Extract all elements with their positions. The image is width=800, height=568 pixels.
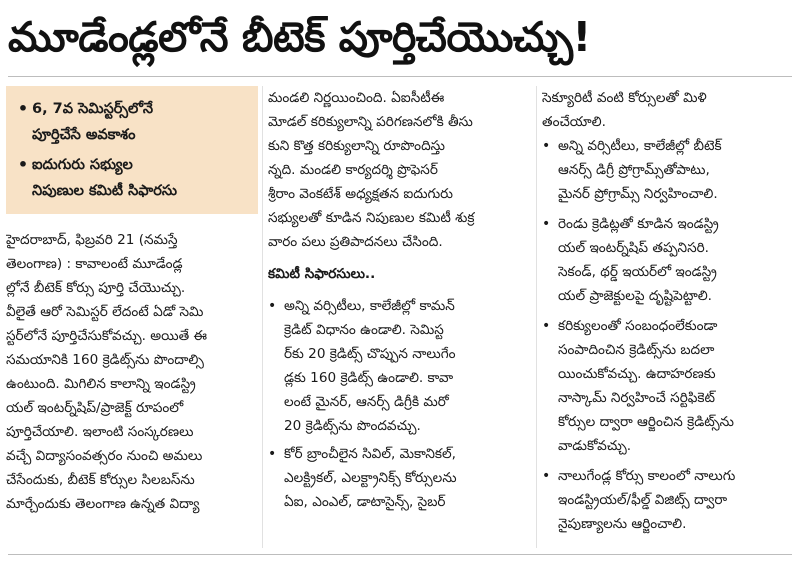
highlights-box (6, 86, 258, 214)
text-line: సెకండ్, థర్డ్ ఇయర్‌లో ఇండస్ట్రి (558, 264, 717, 280)
bullet-dot-icon: • (542, 216, 551, 232)
recommendation-item (542, 314, 794, 458)
text-line: యల్ ప్రాజెక్టులపై దృష్టిపెట్టాలి. (558, 288, 712, 304)
text-line: ఇండస్ట్రియల్/ఫీల్డ్ విజిట్స్ ద్వారా (558, 492, 728, 508)
text-line: డ్లకు 160 క్రెడిట్స్ ఉండాలి. కావా (284, 370, 454, 386)
bullet-dot-icon: • (542, 318, 551, 334)
column-1 (6, 86, 258, 516)
text-line: హైదరాబాద్, ఫిబ్రవరి 21 (నమస్తే (6, 232, 178, 248)
text-line: వారం పలు ప్రతిపాదనలు చేసింది. (268, 234, 443, 250)
text-line: కోర్ బ్రాంచీలైన సివిల్, మెకానికల్, (284, 446, 456, 462)
recommendation-item (542, 464, 794, 536)
text-line: అన్ని వర్సిటీలు, కాలేజీల్లో కామన్ (284, 298, 455, 314)
bullet-dot-icon: • (268, 446, 277, 462)
bullet-text (284, 442, 530, 514)
text-line: ఏఐ, ఎంఎల్, డాటాసైన్స్, సైబర్ (284, 494, 446, 510)
text-line: ఆనర్స్ డిగ్రీ ప్రోగ్రామ్స్‌తోపాటు, (558, 162, 710, 178)
text-line: లంటే మైనర్, ఆనర్స్ డిగ్రీకి మరో (284, 394, 449, 410)
bullet-dot-icon: • (542, 468, 551, 484)
bullet-text (558, 212, 794, 308)
highlight-text (32, 152, 250, 204)
text-line: రెండు క్రెడిట్లతో కూడిన ఇండస్ట్రి (558, 216, 719, 232)
column-2 (268, 86, 530, 514)
text-line: 6, 7వ సెమిస్టర్స్‌లోనే (32, 101, 154, 117)
bullet-dot-icon: • (542, 138, 551, 154)
text-line: నిపుణుల కమిటీ సిఫారసు (32, 183, 178, 199)
text-line: కుని కొత్త కరిక్యులాన్ని రూపొందిస్తు (268, 138, 445, 154)
text-line: నైపుణ్యాలను ఆర్జించాలి. (558, 516, 687, 532)
text-line: ఐదుగురు సభ్యుల (32, 157, 133, 173)
text-line: ర్‌కు 20 క్రెడిట్స్ చొప్పున నాలుగేం (284, 346, 456, 362)
bullet-text (284, 294, 530, 438)
text-line: మైనర్ ప్రోగ్రామ్స్ నిర్వహించాలి. (558, 186, 718, 202)
highlight-item (14, 96, 250, 148)
text-line: శ్రీరాం వెంకటేశ్ అధ్యక్షతన ఐదుగురు (268, 186, 453, 202)
column-2-bullets (268, 294, 530, 514)
bullet-text (558, 134, 794, 206)
text-line: అన్ని వర్సిటీలు, కాలేజీల్లో బీటెక్ (558, 138, 722, 154)
text-line: ల్లోనే బీటెక్ కోర్సు పూర్తి చేయొచ్చు. (6, 280, 186, 296)
text-line: స్టర్‌లోనే పూర్తిచేసుకోవచ్చు. అయితే ఈ (6, 328, 208, 344)
highlight-text (32, 96, 250, 148)
text-line: కరిక్యులంతో సంబంధంలేకుండా (558, 318, 718, 334)
text-line: 20 క్రెడిట్స్‌ను పొందవచ్చు. (284, 418, 421, 434)
column-3-bullets (542, 134, 794, 536)
text-line: సంపాదించిన క్రెడిట్స్‌ను బదలా (558, 342, 715, 358)
bullet-dot-icon: • (17, 99, 29, 118)
column-1-body (6, 228, 258, 516)
column-2-body (268, 86, 530, 254)
bullet-text (558, 314, 794, 458)
text-line: మండలి నిర్ణయించింది. ఏఐసీటీఈ (268, 90, 445, 106)
text-line: సభ్యులతో కూడిన నిపుణుల కమిటీ శుక్ర (268, 210, 475, 226)
text-line: నాలుగేండ్ల కోర్సు కాలంలో నాలుగు (558, 468, 736, 484)
text-line: వచ్చే విద్యాసంవత్సరం నుంచి అమలు (6, 448, 203, 464)
text-line: వీలైతే ఆరో సెమిస్టర్ లేదంటే ఏడో సెమి (6, 304, 204, 320)
recommendation-item (542, 134, 794, 206)
bullet-dot-icon: • (17, 155, 29, 174)
column-divider-1 (262, 86, 263, 548)
recommendations-subhead: కమిటీ సిఫారసులు.. (268, 266, 376, 282)
recommendation-item (542, 212, 794, 308)
text-line: సెక్యూరిటీ వంటి కోర్సులతో మిళి (542, 90, 707, 106)
highlight-item (14, 152, 250, 204)
text-line: చేసేందుకు, బీటెక్ కోర్సుల సిలబస్‌ను (6, 472, 195, 488)
text-line: యల్ ఇంటర్న్‌షిప్/ప్రాజెక్ట్ రూపంలో (6, 400, 184, 416)
article-headline: మూడేండ్లలోనే బీటెక్ పూర్తిచేయొచ్చు! (8, 13, 591, 61)
text-line: ఉంటుంది. మిగిలిన కాలాన్ని ఇండస్ట్రి (6, 376, 196, 392)
recommendation-item (268, 294, 530, 438)
text-line: పూర్తిచేసే అవకాశం (32, 127, 136, 143)
text-line: వాడుకోవచ్చు. (558, 438, 632, 454)
text-line: యించుకోవచ్చు. ఉదాహరణకు (558, 366, 716, 382)
text-line: తెలంగాణ) : కావాలంటే మూడేండ్ల (6, 256, 183, 272)
text-line: సమయానికి 160 క్రెడిట్స్‌ను పొందాల్సి (6, 352, 204, 368)
column-divider-2 (536, 86, 537, 548)
text-line: నాస్కామ్ నిర్వహించే సర్టిఫికెట్ (558, 390, 716, 406)
bottom-rule (8, 554, 792, 555)
column-3-lead (542, 86, 794, 134)
text-line: మార్చేందుకు తెలంగాణ ఉన్నత విద్యా (6, 496, 200, 512)
text-line: న్నది. మండలి కార్యదర్శి ప్రొఫెసర్ (268, 162, 438, 178)
text-line: మోడల్ కరిక్యులాన్ని పరిగణనలోకి తీసు (268, 114, 473, 130)
text-line: పూర్తిచేయాలి. ఇలాంటి సంస్కరణలు (6, 424, 194, 440)
column-3 (542, 86, 794, 536)
text-line: క్రెడిట్ విధానం ఉండాలి. సెమిస్ట (284, 322, 444, 338)
bullet-dot-icon: • (268, 298, 277, 314)
text-line: ఎలక్ట్రికల్, ఎలక్ట్రానిక్స్ కోర్సులను (284, 470, 457, 486)
headline-divider (8, 76, 792, 77)
text-line: యల్ ఇంటర్న్‌షిప్ తప్పనిసరి. (558, 240, 709, 256)
text-line: కోర్సుల ద్వారా ఆర్జించిన క్రెడిట్స్‌ను (558, 414, 734, 430)
recommendation-item (268, 442, 530, 514)
text-line: తంచేయాలి. (542, 114, 606, 130)
bullet-text (558, 464, 794, 536)
